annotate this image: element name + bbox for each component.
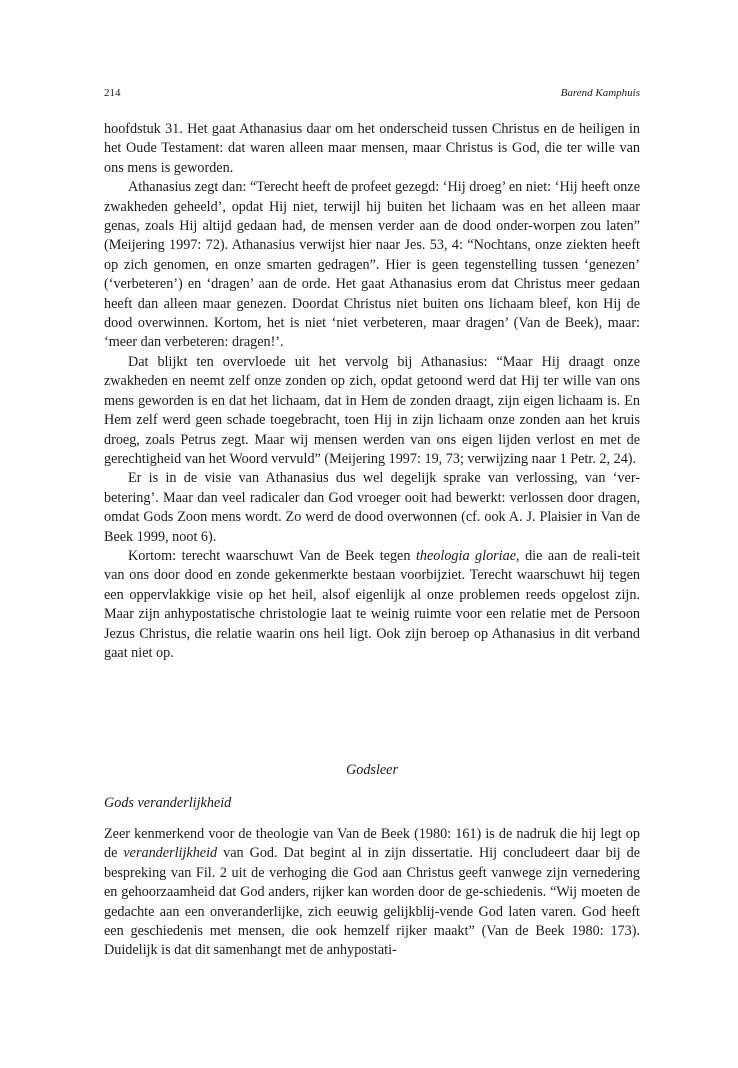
paragraph-text: Kortom: terecht waarschuwt Van de Beek tegen: [128, 547, 416, 564]
paragraph: [104, 547, 640, 663]
paragraph-text: Athanasius zegt dan: “Terecht heeft de profeet gezegd: ‘Hij droeg’ en niet: ‘Hij heeft onze zwakheden geheeld’, opdat Hij niet, terwijl hij buiten het lichaam was en het alleen maar genas, zoals Hij altijd gedaan had, de mensen verder aan de dood onder-worpen zou laten” (Meijering 1997: 72). Athanasius verwijst hier naar Jes. 53, 4: “Nochtans, onze ziekten heeft op zich genomen, en onze smarten gedragen”. Hier is geen tegenstelling tussen ‘genezen’ (‘verbeteren’) en ‘dragen’ aan de orde. Het gaat Athanasius erom dat Christus meer gedaan heeft dan alleen maar genezen. Doordat Christus niet buiten ons lichaam bleef, kon Hij de dood overwinnen. Kortom, het is niet ‘niet verbeteren, maar dragen’ (Van de Beek), maar: ‘meer dan verbeteren: dragen!’.: [104, 179, 640, 351]
paragraph: [104, 353, 640, 469]
paragraph: [104, 825, 640, 961]
paragraph-text: Dat blijkt ten overvloede uit het vervolg bij Athanasius: “Maar Hij draagt onze zwakheden en neemt zelf onze zonden op zich, opdat getoond werd dat Hij ter wille van ons mens geworden is en dat het lichaam, dat in Hem de zonden draagt, zijn eigen lichaam is. En Hem zelf werd geen schade toegebracht, toen Hij in zijn lichaam onze zonden aan het kruis droeg, zoals Petrus zegt. Maar wij mensen werden van ons eigen lijden verlost en met de gerechtigheid van het Woord vervuld” (Meijering 1997: 19, 73; verwijzing naar 1 Petr. 2, 24).: [104, 353, 640, 467]
italic-term: theologia gloriae: [415, 547, 517, 564]
body-text: [104, 120, 640, 663]
section-heading: Godsleer: [345, 762, 398, 778]
page-number: 214: [104, 87, 121, 99]
paragraph: [104, 178, 640, 353]
paragraph-text: Er is in de visie van Athanasius dus wel degelijk sprake van verlossing, van ‘ver-betering’. Maar dan veel radicaler dan God vroeger ooit had bewerkt: verlossen door dragen, omdat Gods Zoon mens wordt. Zo werd de dood overwonnen (cf. ook A. J. Plaisier in Van de Beek 1999, noot 6).: [104, 470, 640, 545]
sub-heading: Gods veranderlijkheid: [104, 795, 232, 811]
paragraph-text: van God. Dat begint al in zijn dissertatie. Hij concludeert daar bij de bespreking van Fil. 2 uit de verhoging die God aan Christus geeft vanwege zijn vernedering en gehoorzaamheid dat God anders, rijker kan worden door de ge-schiedenis. “Wij moeten de gedachte aan een onveranderlijke, zich eeuwig gelijkblij-vende God laten varen. God heeft een geschiedenis met mensen, die ook hemzelf rijker maakt” (Van de Beek 1980: 173). Duidelijk is dat dit samenhangt met de anhypostati-: [104, 845, 640, 959]
italic-term: veranderlijkheid: [123, 845, 218, 862]
paragraph-text: , die aan de reali-teit van ons door dood en zonde gekenmerkte bestaan voorbijziet. Terecht waarschuwt hij tegen een oppervlakkige visie op het heil, alsof eigenlijk al onze problemen reeds opgelost zijn. Maar zijn anhypostatische christologie laat te weinig ruimte voor een relatie met de Persoon Jezus Christus, die relatie waarin ons heil ligt. Ook zijn beroep op Athanasius in dit verband gaat niet op.: [104, 547, 641, 661]
paragraph-text: Zeer kenmerkend voor de theologie van Van de Beek (1980: 161) is de nadruk die hij legt op de: [104, 826, 640, 862]
paragraph: [104, 120, 640, 178]
body-text-section-2: [104, 825, 640, 961]
running-head-author: Barend Kamphuis: [560, 87, 640, 99]
paragraph-text: hoofdstuk 31. Het gaat Athanasius daar om het onderscheid tussen Christus en de heiligen in het Oude Testament: dat waren alleen maar mensen, maar Christus is God, die ter wille van ons mens is geworden.: [104, 121, 640, 176]
running-head: [104, 87, 640, 103]
paragraph: [104, 469, 640, 547]
